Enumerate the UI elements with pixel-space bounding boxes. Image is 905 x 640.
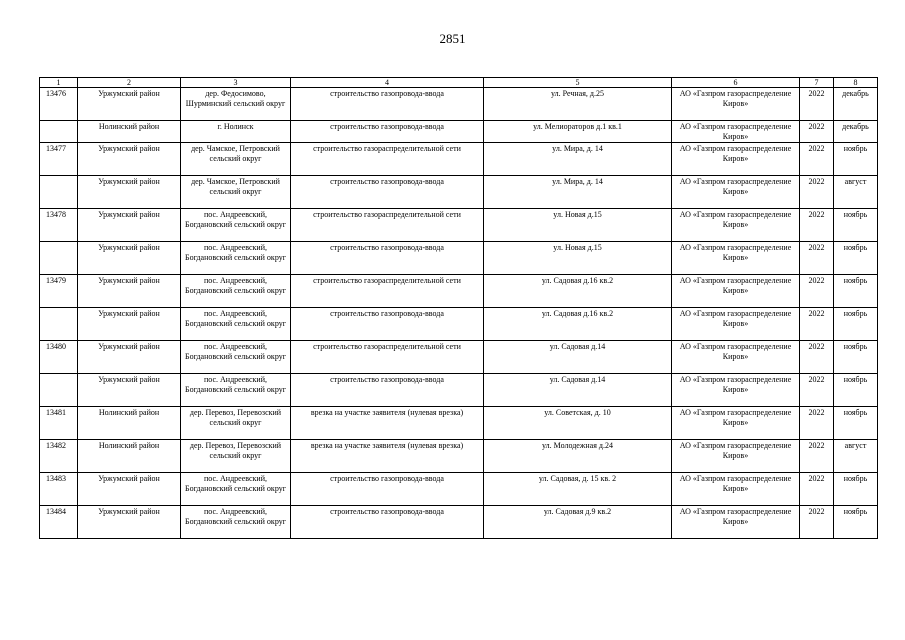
table-row — [40, 143, 878, 176]
cell-organization: АО «Газпром газораспределение Киров» — [672, 242, 800, 275]
cell-district: Нолинский район — [78, 440, 181, 473]
cell-address: ул. Советская, д. 10 — [484, 407, 672, 440]
cell-address: ул. Речная, д.25 — [484, 88, 672, 121]
cell-address: ул. Садовая д.14 — [484, 374, 672, 407]
cell-record-number: 13477 — [40, 143, 78, 176]
cell-year: 2022 — [800, 506, 834, 539]
cell-address: ул. Мира, д. 14 — [484, 176, 672, 209]
column-header: 7 — [800, 78, 834, 88]
table-row — [40, 176, 878, 209]
cell-district: Нолинский район — [78, 121, 181, 143]
column-header: 6 — [672, 78, 800, 88]
cell-month: ноябрь — [834, 143, 878, 176]
cell-year: 2022 — [800, 473, 834, 506]
cell-year: 2022 — [800, 341, 834, 374]
cell-year: 2022 — [800, 308, 834, 341]
cell-organization: АО «Газпром газораспределение Киров» — [672, 143, 800, 176]
cell-settlement: пос. Андреевский, Богдановский сельский округ — [181, 209, 291, 242]
table-row — [40, 121, 878, 143]
cell-organization: АО «Газпром газораспределение Киров» — [672, 308, 800, 341]
cell-month: ноябрь — [834, 407, 878, 440]
cell-district: Уржумский район — [78, 506, 181, 539]
cell-work-type: строительство газопровода-ввода — [291, 308, 484, 341]
cell-record-number: 13476 — [40, 88, 78, 121]
cell-address: ул. Новая д.15 — [484, 242, 672, 275]
cell-settlement: пос. Андреевский, Богдановский сельский округ — [181, 242, 291, 275]
column-header: 4 — [291, 78, 484, 88]
cell-settlement: пос. Андреевский, Богдановский сельский округ — [181, 275, 291, 308]
cell-month: август — [834, 440, 878, 473]
cell-record-number — [40, 176, 78, 209]
table-row — [40, 275, 878, 308]
table-header-row — [40, 78, 878, 88]
cell-month: ноябрь — [834, 209, 878, 242]
cell-month: ноябрь — [834, 341, 878, 374]
cell-address: ул. Садовая, д. 15 кв. 2 — [484, 473, 672, 506]
table-row — [40, 473, 878, 506]
cell-organization: АО «Газпром газораспределение Киров» — [672, 88, 800, 121]
table-row — [40, 242, 878, 275]
table-body — [40, 88, 878, 539]
cell-organization: АО «Газпром газораспределение Киров» — [672, 275, 800, 308]
cell-work-type: строительство газораспределительной сети — [291, 209, 484, 242]
cell-month: ноябрь — [834, 473, 878, 506]
cell-settlement: дер. Чамское, Петровский сельский округ — [181, 176, 291, 209]
cell-month: декабрь — [834, 121, 878, 143]
cell-work-type: строительство газораспределительной сети — [291, 143, 484, 176]
column-header: 1 — [40, 78, 78, 88]
cell-address: ул. Садовая д.9 кв.2 — [484, 506, 672, 539]
cell-work-type: строительство газопровода-ввода — [291, 121, 484, 143]
table-row — [40, 506, 878, 539]
cell-year: 2022 — [800, 143, 834, 176]
cell-work-type: строительство газораспределительной сети — [291, 275, 484, 308]
cell-year: 2022 — [800, 176, 834, 209]
cell-address: ул. Молодежная д.24 — [484, 440, 672, 473]
cell-organization: АО «Газпром газораспределение Киров» — [672, 209, 800, 242]
cell-organization: АО «Газпром газораспределение Киров» — [672, 473, 800, 506]
cell-work-type: строительство газопровода-ввода — [291, 242, 484, 275]
cell-address: ул. Садовая д.14 — [484, 341, 672, 374]
cell-settlement: дер. Чамское, Петровский сельский округ — [181, 143, 291, 176]
cell-month: ноябрь — [834, 308, 878, 341]
cell-settlement: пос. Андреевский, Богдановский сельский округ — [181, 506, 291, 539]
cell-district: Уржумский район — [78, 88, 181, 121]
cell-settlement: пос. Андреевский, Богдановский сельский округ — [181, 374, 291, 407]
cell-district: Нолинский район — [78, 407, 181, 440]
cell-month: ноябрь — [834, 506, 878, 539]
cell-address: ул. Новая д.15 — [484, 209, 672, 242]
table-row — [40, 374, 878, 407]
cell-district: Уржумский район — [78, 242, 181, 275]
cell-address: ул. Садовая д.16 кв.2 — [484, 275, 672, 308]
page-number: 2851 — [439, 31, 466, 46]
cell-year: 2022 — [800, 374, 834, 407]
cell-district: Уржумский район — [78, 176, 181, 209]
cell-record-number: 13480 — [40, 341, 78, 374]
cell-organization: АО «Газпром газораспределение Киров» — [672, 341, 800, 374]
cell-district: Уржумский район — [78, 341, 181, 374]
cell-year: 2022 — [800, 275, 834, 308]
cell-record-number: 13482 — [40, 440, 78, 473]
cell-settlement: пос. Андреевский, Богдановский сельский округ — [181, 308, 291, 341]
column-header: 3 — [181, 78, 291, 88]
cell-settlement: дер. Перевоз, Перевозский сельский округ — [181, 407, 291, 440]
cell-month: ноябрь — [834, 275, 878, 308]
cell-work-type: врезка на участке заявителя (нулевая врезка) — [291, 407, 484, 440]
cell-year: 2022 — [800, 407, 834, 440]
cell-month: август — [834, 176, 878, 209]
cell-district: Уржумский район — [78, 275, 181, 308]
cell-address: ул. Мелиораторов д.1 кв.1 — [484, 121, 672, 143]
cell-record-number — [40, 242, 78, 275]
cell-organization: АО «Газпром газораспределение Киров» — [672, 176, 800, 209]
cell-record-number — [40, 121, 78, 143]
cell-month: декабрь — [834, 88, 878, 121]
cell-month: ноябрь — [834, 242, 878, 275]
cell-settlement: дер. Федосимово, Шурминский сельский округ — [181, 88, 291, 121]
cell-year: 2022 — [800, 242, 834, 275]
cell-record-number: 13483 — [40, 473, 78, 506]
table-row — [40, 308, 878, 341]
cell-record-number: 13481 — [40, 407, 78, 440]
table-row — [40, 88, 878, 121]
cell-record-number — [40, 308, 78, 341]
cell-district: Уржумский район — [78, 308, 181, 341]
column-header: 2 — [78, 78, 181, 88]
cell-settlement: пос. Андреевский, Богдановский сельский округ — [181, 473, 291, 506]
column-header: 8 — [834, 78, 878, 88]
cell-record-number: 13479 — [40, 275, 78, 308]
cell-organization: АО «Газпром газораспределение Киров» — [672, 374, 800, 407]
cell-year: 2022 — [800, 88, 834, 121]
cell-year: 2022 — [800, 209, 834, 242]
cell-work-type: врезка на участке заявителя (нулевая врезка) — [291, 440, 484, 473]
cell-work-type: строительство газораспределительной сети — [291, 341, 484, 374]
cell-record-number: 13478 — [40, 209, 78, 242]
cell-organization: АО «Газпром газораспределение Киров» — [672, 121, 800, 143]
cell-work-type: строительство газопровода-ввода — [291, 473, 484, 506]
cell-settlement: дер. Перевоз, Перевозский сельский округ — [181, 440, 291, 473]
cell-address: ул. Садовая д.16 кв.2 — [484, 308, 672, 341]
cell-address: ул. Мира, д. 14 — [484, 143, 672, 176]
cell-organization: АО «Газпром газораспределение Киров» — [672, 440, 800, 473]
cell-year: 2022 — [800, 121, 834, 143]
cell-district: Уржумский район — [78, 374, 181, 407]
table-row — [40, 209, 878, 242]
cell-district: Уржумский район — [78, 209, 181, 242]
column-header: 5 — [484, 78, 672, 88]
cell-district: Уржумский район — [78, 473, 181, 506]
gas-connection-table — [39, 77, 878, 539]
cell-record-number: 13484 — [40, 506, 78, 539]
cell-organization: АО «Газпром газораспределение Киров» — [672, 407, 800, 440]
cell-settlement: г. Нолинск — [181, 121, 291, 143]
cell-year: 2022 — [800, 440, 834, 473]
table-row — [40, 407, 878, 440]
cell-work-type: строительство газопровода-ввода — [291, 88, 484, 121]
cell-record-number — [40, 374, 78, 407]
cell-month: ноябрь — [834, 374, 878, 407]
cell-work-type: строительство газопровода-ввода — [291, 374, 484, 407]
table-row — [40, 440, 878, 473]
cell-district: Уржумский район — [78, 143, 181, 176]
table-row — [40, 341, 878, 374]
cell-work-type: строительство газопровода-ввода — [291, 506, 484, 539]
cell-work-type: строительство газопровода-ввода — [291, 176, 484, 209]
cell-organization: АО «Газпром газораспределение Киров» — [672, 506, 800, 539]
cell-settlement: пос. Андреевский, Богдановский сельский округ — [181, 341, 291, 374]
